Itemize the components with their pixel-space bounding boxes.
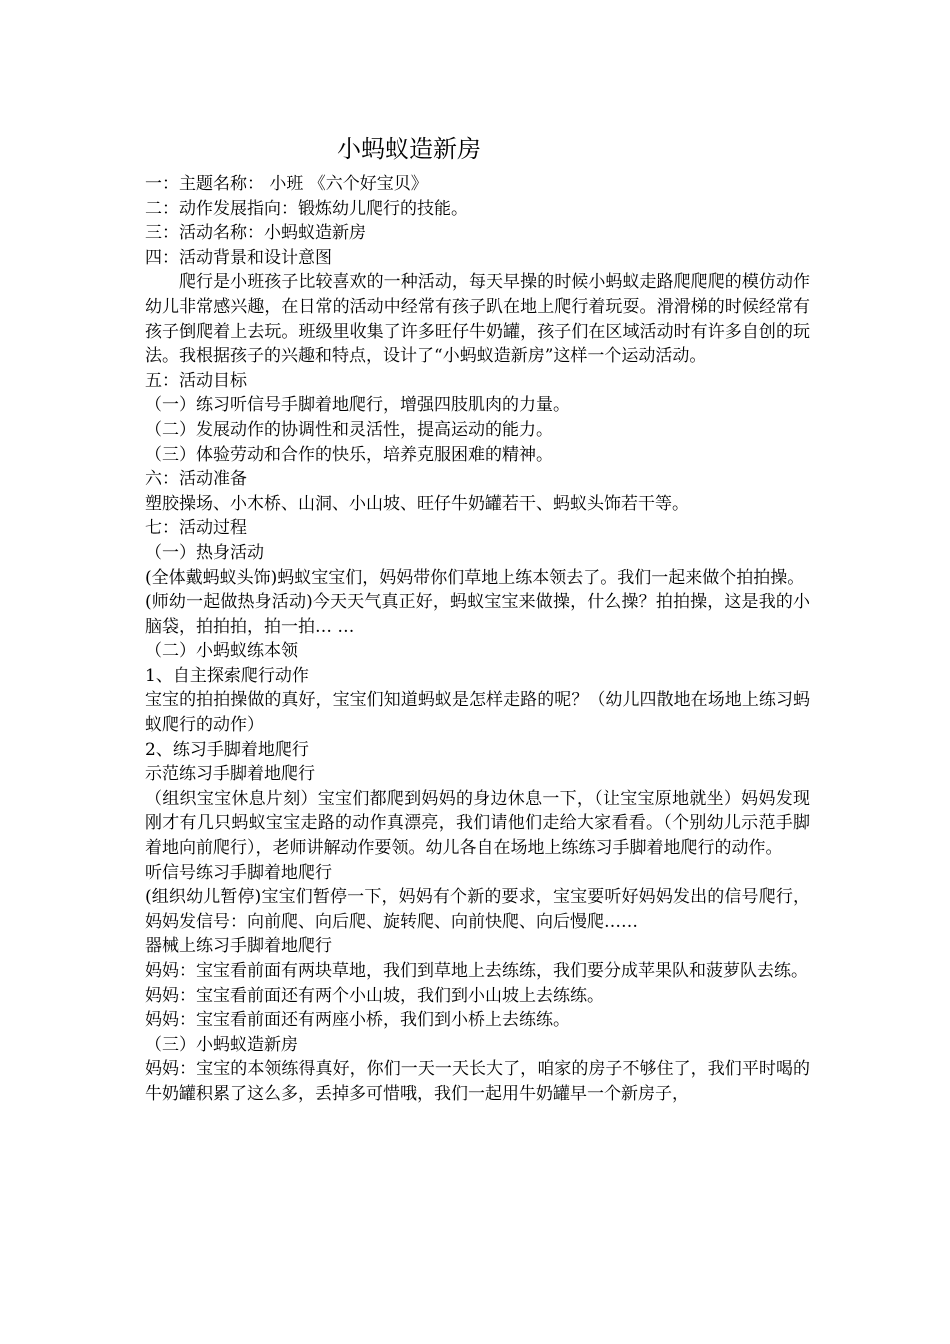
paragraph-line: （一）练习听信号手脚着地爬行，增强四肢肌肉的力量。 xyxy=(145,395,570,416)
paragraph-line: 三：活动名称：小蚂蚁造新房 xyxy=(145,223,366,244)
paragraph-line: (组织幼儿暂停)宝宝们暂停一下，妈妈有个新的要求，宝宝要听好妈妈发出的信号爬行，妈妈发信号：向前爬、向后爬、旋转爬、向前快爬、向后慢爬…… xyxy=(145,887,810,932)
document-page xyxy=(145,128,810,1107)
paragraph-line: 七：活动过程 xyxy=(145,518,247,539)
paragraph-line: (师幼一起做热身活动)今天天气真正好，蚂蚁宝宝来做操，什么操？拍拍操，这是我的小脑袋，拍拍拍，拍一拍… … xyxy=(145,592,810,637)
paragraph-line: （一）热身活动 xyxy=(145,542,264,563)
paragraph-line: （二）小蚂蚁练本领 xyxy=(145,641,298,662)
paragraph-line: （三）体验劳动和合作的快乐，培养克服困难的精神。 xyxy=(145,444,553,465)
paragraph-line: （二）发展动作的协调性和灵活性，提高运动的能力。 xyxy=(145,419,553,440)
paragraph-line: 爬行是小班孩子比较喜欢的一种活动，每天早操的时候小蚂蚁走路爬爬爬的模仿动作幼儿非常感兴趣，在日常的活动中经常有孩子趴在地上爬行着玩耍。滑滑梯的时候经常有孩子倒爬着上去玩。班级里收集了许多旺仔牛奶罐，孩子们在区域活动时有许多自创的玩法。我根据孩子的兴趣和特点，设计了“小蚂蚁造新房”这样一个运动活动。 xyxy=(145,272,810,367)
paragraph-line: （三）小蚂蚁造新房 xyxy=(145,1034,298,1055)
paragraph-line: (全体戴蚂蚁头饰)蚂蚁宝宝们，妈妈带你们草地上练本领去了。我们一起来做个拍拍操。 xyxy=(145,567,805,588)
paragraph-line: 塑胶操场、小木桥、山洞、小山坡、旺仔牛奶罐若干、蚂蚁头饰若干等。 xyxy=(145,493,689,514)
paragraph-line: 二：动作发展指向：锻炼幼儿爬行的技能。 xyxy=(145,198,468,219)
paragraph-line: 听信号练习手脚着地爬行 xyxy=(145,862,332,883)
paragraph-line: 妈妈：宝宝看前面还有两座小桥，我们到小桥上去练练。 xyxy=(145,1010,570,1031)
paragraph-line: 1、自主探索爬行动作 xyxy=(145,665,309,686)
document-title: 小蚂蚁造新房 xyxy=(337,135,481,163)
paragraph-line: 妈妈：宝宝看前面还有两个小山坡，我们到小山坡上去练练。 xyxy=(145,985,604,1006)
paragraph-line: 一：主题名称： 小班 《六个好宝贝》 xyxy=(145,174,428,194)
paragraph-line: 六：活动准备 xyxy=(145,469,247,490)
paragraph-line: 五：活动目标 xyxy=(145,370,247,391)
paragraph-line: 器械上练习手脚着地爬行 xyxy=(145,936,332,957)
paragraph-line: （组织宝宝休息片刻）宝宝们都爬到妈妈的身边休息一下，（让宝宝原地就坐）妈妈发现刚才有几只蚂蚁宝宝走路的动作真漂亮，我们请他们走给大家看看。（个别幼儿示范手脚着地向前爬行），老师讲解动作要领。幼儿各自在场地上练练习手脚着地爬行的动作。 xyxy=(145,788,810,859)
paragraph-line: 示范练习手脚着地爬行 xyxy=(145,764,315,785)
paragraph-line: 宝宝的拍拍操做的真好，宝宝们知道蚂蚁是怎样走路的呢？（幼儿四散地在场地上练习蚂蚁爬行的动作） xyxy=(145,690,810,736)
document-body xyxy=(145,172,810,1107)
paragraph-line: 四：活动背景和设计意图 xyxy=(145,247,332,268)
paragraph-line: 2、练习手脚着地爬行 xyxy=(145,739,309,760)
paragraph-line: 妈妈：宝宝的本领练得真好，你们一天一天长大了，咱家的房子不够住了，我们平时喝的牛奶罐积累了这么多，丢掉多可惜哦，我们一起用牛奶罐早一个新房子， xyxy=(145,1059,810,1104)
paragraph-line: 妈妈：宝宝看前面有两块草地，我们到草地上去练练，我们要分成苹果队和菠萝队去练。 xyxy=(145,961,808,981)
